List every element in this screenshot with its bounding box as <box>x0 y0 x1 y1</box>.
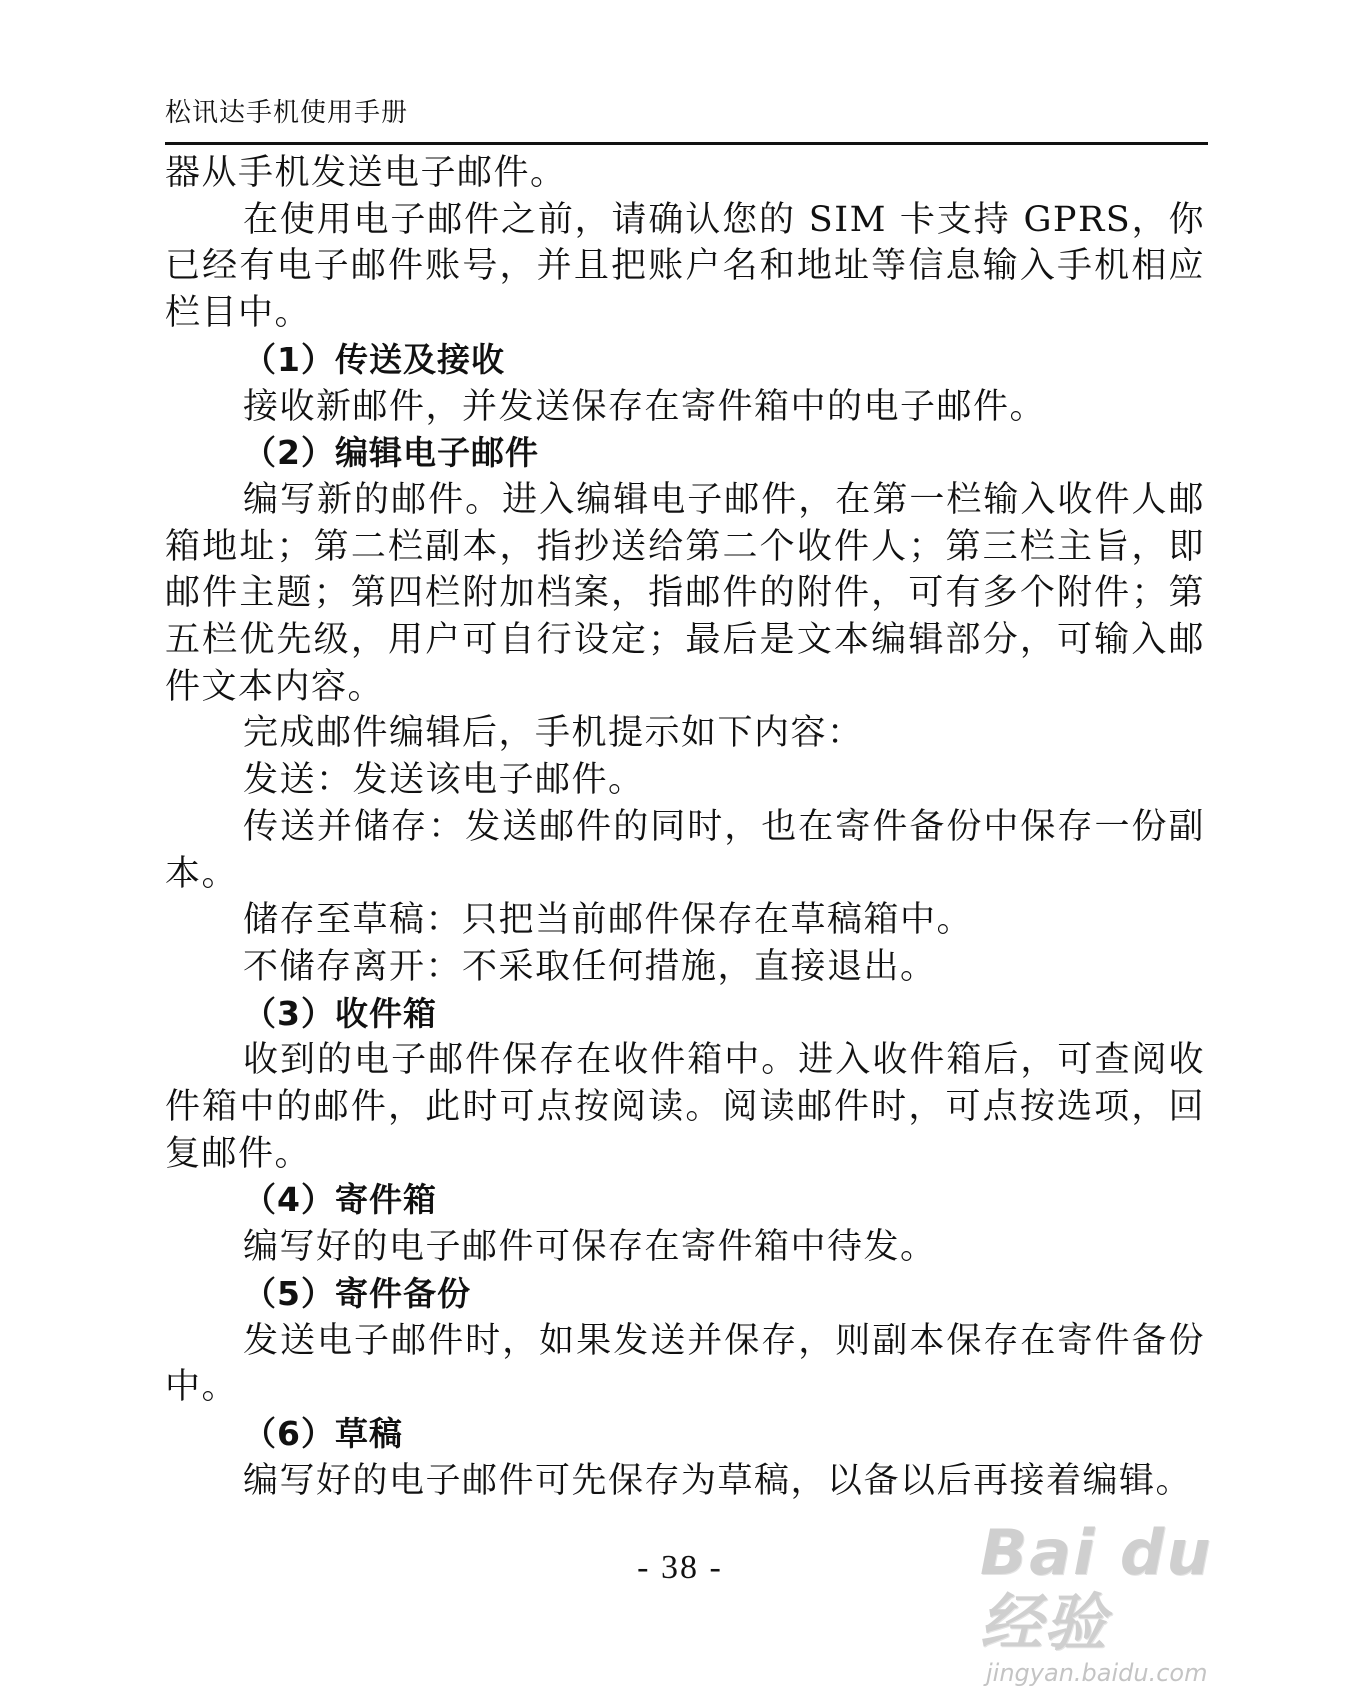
section-heading-outbox: （4）寄件箱 <box>243 1180 437 1220</box>
running-header-title: 松讯达手机使用手册 <box>165 98 409 128</box>
header-divider <box>165 142 1208 145</box>
page-body <box>165 150 1205 1504</box>
option-exit-without-saving: 不储存离开：不采取任何措施，直接退出。 <box>243 946 937 987</box>
watermark-url: jingyan.baidu.com <box>986 1659 1208 1687</box>
baidu-jingyan-watermark <box>980 1516 1280 1687</box>
option-send: 发送：发送该电子邮件。 <box>243 760 645 801</box>
section-heading-drafts: （6）草稿 <box>243 1413 403 1453</box>
paragraph: 在使用电子邮件之前，请确认您的 SIM 卡支持 GPRS，你已经有电子邮件账号，并且把账户名和地址等信息输入手机相应栏目中。 <box>165 199 1205 334</box>
paragraph: 编写好的电子邮件可先保存为草稿，以备以后再接着编辑。 <box>243 1460 1193 1501</box>
page-number: - 38 - <box>637 1549 723 1586</box>
watermark-logo: Bai du 经验 <box>980 1516 1213 1659</box>
paragraph: 编写好的电子邮件可保存在寄件箱中待发。 <box>243 1227 937 1268</box>
section-heading-send-receive: （1）传送及接收 <box>243 339 505 379</box>
paragraph: 器从手机发送电子邮件。 <box>165 153 567 193</box>
paragraph: 收到的电子邮件保存在收件箱中。进入收件箱后，可查阅收件箱中的邮件，此时可点按阅读。阅读邮件时，可点按选项，回复邮件。 <box>165 1040 1205 1174</box>
option-send-and-save: 传送并储存：发送邮件的同时，也在寄件备份中保存一份副本。 <box>165 806 1205 894</box>
paragraph: 接收新邮件，并发送保存在寄件箱中的电子邮件。 <box>243 386 1047 427</box>
section-heading-sent-backup: （5）寄件备份 <box>243 1273 471 1313</box>
paragraph: 完成邮件编辑后，手机提示如下内容： <box>243 713 864 754</box>
paragraph: 发送电子邮件时，如果发送并保存，则副本保存在寄件备份中。 <box>165 1320 1205 1408</box>
section-heading-edit-email: （2）编辑电子邮件 <box>243 433 539 473</box>
section-heading-inbox: （3）收件箱 <box>243 993 437 1033</box>
option-save-to-drafts: 储存至草稿：只把当前邮件保存在草稿箱中。 <box>243 900 974 941</box>
paragraph: 编写新的邮件。进入编辑电子邮件，在第一栏输入收件人邮箱地址；第二栏副本，指抄送给第二个收件人；第三栏主旨，即邮件主题；第四栏附加档案，指邮件的附件，可有多个附件；第五栏优先级，用户可自行设定；最后是文本编辑部分，可输入邮件文本内容。 <box>165 479 1205 707</box>
